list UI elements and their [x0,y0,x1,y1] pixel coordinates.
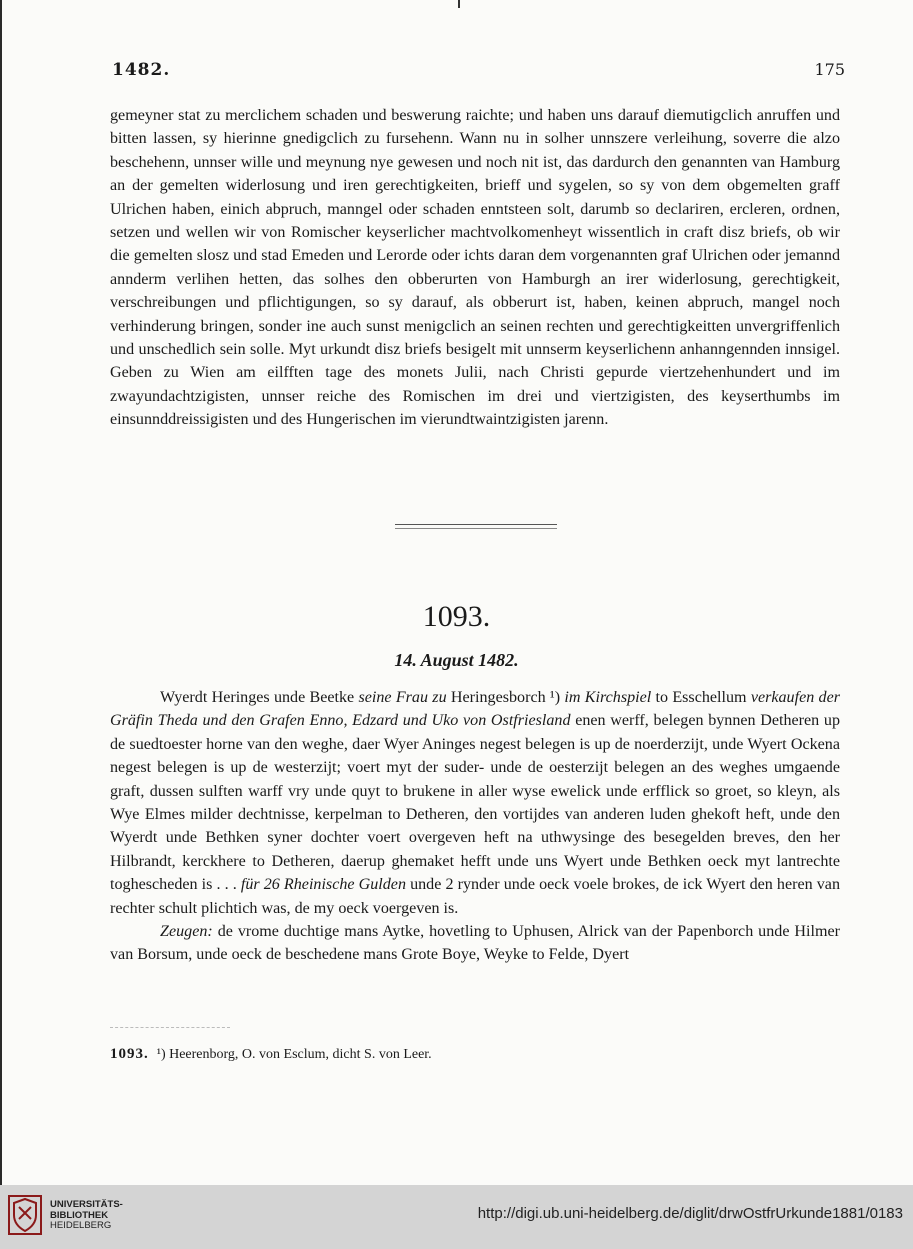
continued-text [110,104,840,432]
text-run: unde 2 rynder unde oeck voele brokes, de ick Wyert den heren van rechter schult plichtich was, de my oeck voergeven is. [110,876,840,917]
text-run: Heringesborch ¹) [446,689,565,706]
library-name: UNIVERSITÄTS- BIBLIOTHEK HEIDELBERG [50,1199,123,1231]
editor-note: im Kirchspiel [564,689,652,706]
footnote [110,1046,432,1063]
viewer-footer [0,1185,913,1249]
editor-note: Zeugen: [160,923,213,941]
scan-mark [458,0,460,8]
footnote-number: 1093. [110,1046,149,1062]
page-number: 175 [814,60,845,79]
text-run: Wyerdt Heringes unde Beetke [160,689,359,706]
section-divider [395,524,557,529]
editor-note: seine Frau zu [358,689,447,706]
document-date: 14. August 1482. [394,650,519,670]
document-body [110,686,840,967]
footnote-rule [110,1027,230,1028]
editor-note: für 26 Rheinische Gulden [240,876,406,894]
text-run: de vrome duchtige mans Aytke, hovetling to Uphusen, Alrick van der Papenborch unde Hilmer van Borsum, unde oeck de beschedene mans Grote Boye, Weyke to Felde, Dyert [110,923,840,964]
paragraph [110,920,840,967]
footnote-text: ¹) Heerenborg, O. von Esclum, dicht S. von Leer. [156,1047,432,1062]
university-logo-icon [8,1195,42,1235]
page-header [112,60,845,88]
running-year: 1482. [112,60,171,80]
permalink[interactable]: http://digi.ub.uni-heidelberg.de/diglit/drwOstfrUrkunde1881/0183 [477,1205,903,1222]
document-number: 1093. [422,600,491,633]
paragraph [110,686,840,920]
editor-note: verkaufen der Gräfin Theda und den Grafen Enno, Edzard und Uko von Ostfriesland [110,689,840,730]
paragraph: gemeyner stat zu merclichem schaden und beswerung raichte; und haben uns darauf diemutigclich anruffen und bitten lassen, sy hierinne gnedigclich zu fursehenn. Wann nu in solher unnszere verleihung, soverre die alzo beschehenn, unnser wille und meynung nye gewesen und noch nit ist, das dardurch den genannten van Hamburg an der gemelten widerlosung und iren gerechtigkeiten, brieff und sygelen, so sy von dem obgemelten graff Ulrichen haben, einich abpruch, manngel oder schaden enntsteen solt, darumb so declariren, ercleren, ordnen, setzen und wellen wir von Romischer keyserlicher machtvolkomenheyt wissentlich in craft disz briefs, ob wir die gemelten slosz und stad Emeden und Lerorde oder ichts daran dem vorgenannten graf Ulrichen oder jemannd annderm verlihen hetten, das solhes den obberurten von Hamburgh an irer widerlosung, gerechtigkeit, verschreibungen und pflichtigungen, so sy darauf, als obberurt ist, haben, keinen abpruch, mangel noch verhinderung bringen, sonder ine auch sunst menigclich an seinen rechten und gerechtigkeitten unvergriffenlich und unschedlich sein solle. Myt urkundt disz briefs besigelt mit unnserm keyserlichenn anhanngennden innsigel. Geben zu Wien am eilfften tage des monets Julii, nach Christi gepurde viertzehenhundert und im zwayundachtzigisten, unnser reiche des Romischen im drei und viertzigisten, des keyserthumbs im einsunnddreissigisten und des Hungerischen im vierundtwaintzigisten jarenn. [110,107,840,429]
text-run: enen werff, belegen bynnen Detheren up de suedtoester horne van den weghe, daer Wyer Aninges negest belegen is up de noerderzijt, unde Wyert Ockena negest belegen is up de westerzijt; voert myt der suder- unde de oesterzijt belegen an des weghes umgaende graft, dussen sulften warff vry unde quyt to brukene in aller wyse ewelick unde erfflick so groet, so kleyn, als Wye Elmes milder dechtnisse, kerpelman to Detheren, den vortijdes van anderen luden ghekoft heft, unde den Wyerdt unde Bethken syner dochter voert overgeven heft na uthwysinge des besegelden breves, den her Hilbrandt, kerckhere to Detheren, daerup ghemaket hefft unde uns Wyert unde Bethken oeck myt lantrechte toghescheden is . . . [110,712,840,894]
text-run: to Esschellum [651,689,751,706]
scan-edge [0,0,2,1185]
